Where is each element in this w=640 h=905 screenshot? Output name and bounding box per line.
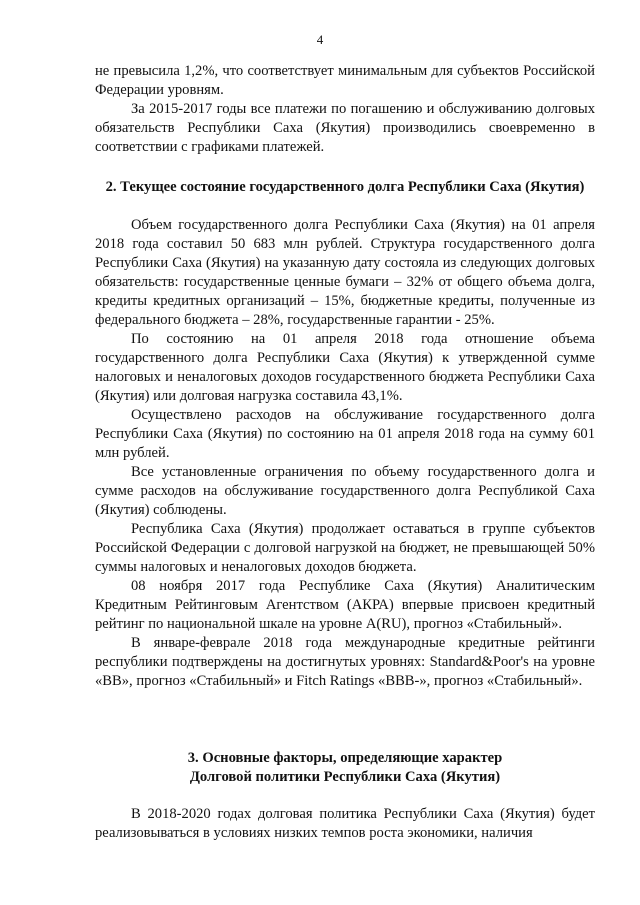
section-2-body <box>95 216 595 691</box>
section-2-paragraph-7: В январе-феврале 2018 года международные кредитные рейтинги республики подтверждены на достигнутых уровнях: Standard&Poor's на уровне «BB», прогноз «Стабильный» и Fitch Ratings «BBB-», прогноз «Стабильный». <box>95 635 595 689</box>
section-2-paragraph-1: Объем государственного долга Республики Саха (Якутия) на 01 апреля 2018 года составил 50 683 млн рублей. Структура государственного долга Республики Саха (Якутия) на указанную дату состояла из следующих долговых обязательств: государственные ценные бумаги – 32% от общего объема долга, кредиты кредитных организаций – 15%, бюджетные кредиты, полученные из федерального бюджета – 28%, государственные гарантии - 25%. <box>95 217 595 328</box>
section-3-heading-line-1: 3. Основные факторы, определяющие характер <box>187 750 503 766</box>
section-3-paragraph-1: В 2018-2020 годах долговая политика Республики Саха (Якутия) будет реализовываться в условиях низких темпов роста экономики, наличия <box>95 806 595 841</box>
section-3-heading-line-2: Долговой политики Республики Саха (Якутия) <box>189 769 501 785</box>
intro-paragraph-1: не превысила 1,2%, что соответствует минимальным для субъектов Российской Федерации уровням. <box>95 63 595 98</box>
section-2-paragraph-4: Все установленные ограничения по объему государственного долга и сумме расходов на обслуживание государственного долга Республикой Саха (Якутия) соблюдены. <box>95 464 595 518</box>
section-3-body <box>95 805 595 843</box>
intro-block <box>95 62 595 157</box>
page-number: 4 <box>316 32 324 47</box>
intro-paragraph-2: За 2015-2017 годы все платежи по погашению и обслуживанию долговых обязательств Республики Саха (Якутия) производились своевременно в соответствии с графиками платежей. <box>95 101 595 155</box>
section-2-paragraph-3: Осуществлено расходов на обслуживание государственного долга Республики Саха (Якутия) по состоянию на 01 апреля 2018 года на сумму 601 млн рублей. <box>95 407 595 461</box>
section-2-paragraph-5: Республика Саха (Якутия) продолжает оставаться в группе субъектов Российской Федерации с долговой нагрузкой на бюджет, не превышающей 50% суммы налоговых и неналоговых доходов бюджета. <box>95 521 595 575</box>
section-2-paragraph-2: По состоянию на 01 апреля 2018 года отношение объема государственного долга Республики Саха (Якутия) к утвержденной сумме налоговых и неналоговых доходов государственного бюджета Республики Саха (Якутия) или долговая нагрузка составила 43,1%. <box>95 331 595 404</box>
section-3-heading <box>95 749 595 787</box>
section-2-paragraph-6: 08 ноября 2017 года Республике Саха (Якутия) Аналитическим Кредитным Рейтинговым Агентством (АКРА) впервые присвоен кредитный рейтинг по национальной шкале на уровне A(RU), прогноз «Стабильный». <box>95 578 595 632</box>
section-2-heading: 2. Текущее состояние государственного долга Республики Саха (Якутия) <box>105 179 585 195</box>
